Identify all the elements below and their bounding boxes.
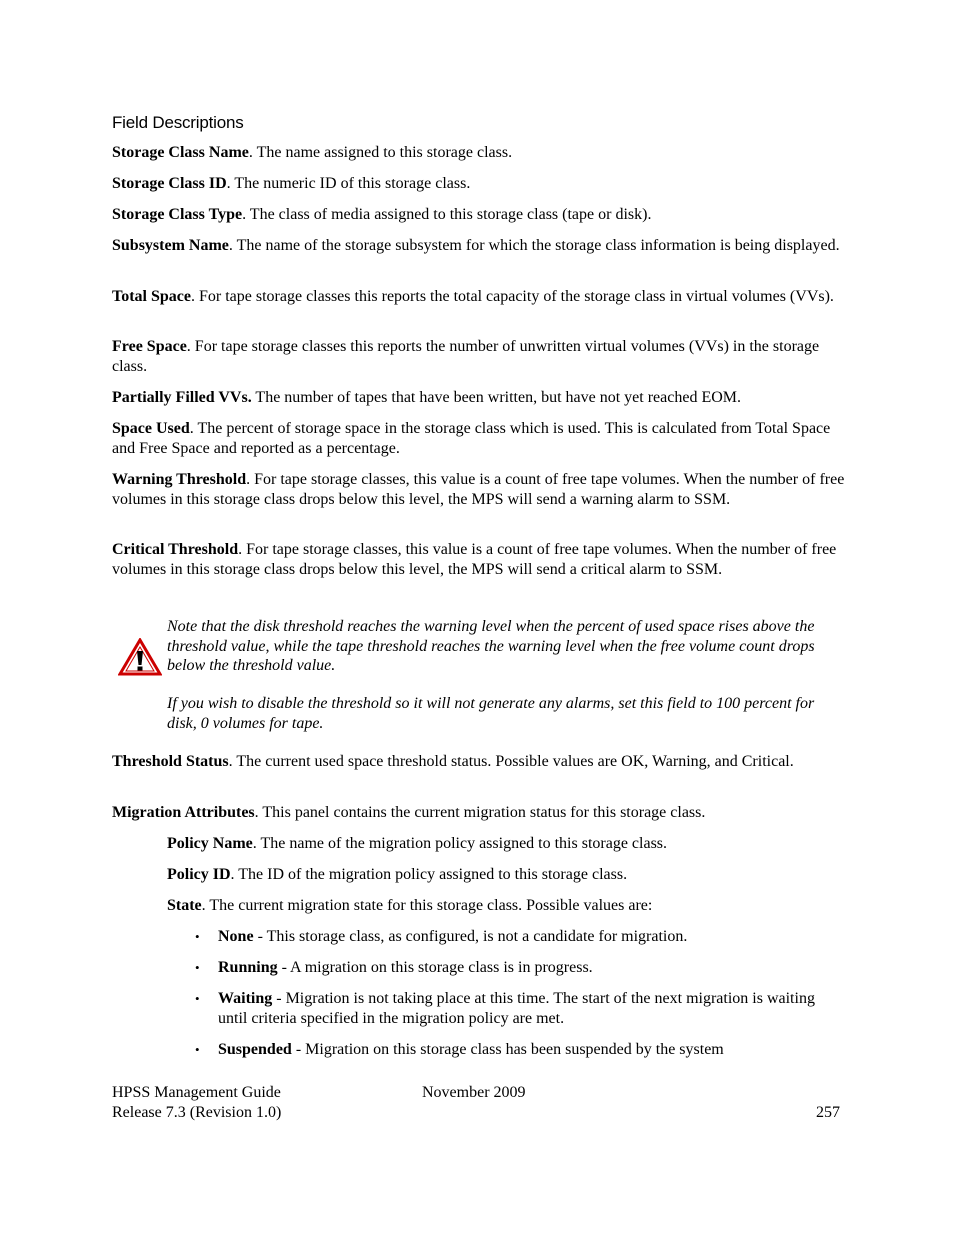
- section-heading: Field Descriptions: [112, 113, 244, 132]
- term: Threshold Status: [112, 753, 229, 770]
- desc: . This panel contains the current migration status for this storage class.: [254, 804, 706, 821]
- field-warning-threshold: [112, 470, 847, 509]
- desc: . The ID of the migration policy assigned to this storage class.: [230, 866, 628, 883]
- desc: . The class of media assigned to this storage class (tape or disk).: [242, 206, 652, 223]
- field-policy-id: [167, 865, 847, 885]
- warning-triangle-icon: [118, 638, 162, 676]
- desc: - This storage class, as configured, is not a candidate for migration.: [253, 928, 688, 945]
- bullet-marker: •: [195, 929, 200, 944]
- term: Storage Class Name: [112, 144, 249, 161]
- field-subsystem-name: [112, 236, 847, 256]
- page-number: 257: [816, 1104, 840, 1121]
- term: State: [167, 897, 202, 914]
- term: Storage Class Type: [112, 206, 243, 223]
- term: None: [218, 928, 254, 945]
- desc: . For tape storage classes this reports the total capacity of the storage class in virtual volumes (VVs).: [190, 288, 834, 305]
- term: Suspended: [218, 1041, 292, 1058]
- desc: . The name assigned to this storage class.: [248, 144, 513, 161]
- desc: . The name of the storage subsystem for which the storage class information is being displayed.: [228, 237, 840, 254]
- field-state: [167, 896, 847, 916]
- desc: - Migration on this storage class has been suspended by the system: [291, 1041, 724, 1058]
- note-threshold-behavior: Note that the disk threshold reaches the warning level when the percent of used space rises above the threshold value, while the tape threshold reaches the warning level when the free volume count drops below the threshold value.: [167, 618, 815, 675]
- term: Policy ID: [167, 866, 231, 883]
- term: Subsystem Name: [112, 237, 229, 254]
- field-storage-class-name: [112, 143, 847, 163]
- desc: . The current migration state for this storage class. Possible values are:: [201, 897, 653, 914]
- field-storage-class-id: [112, 174, 847, 194]
- desc: . For tape storage classes, this value is a count of free tape volumes. When the number of free volumes in this storage class drops below this level, the MPS will send a critical alarm to SSM.: [112, 541, 837, 578]
- desc: . For tape storage classes this reports the number of unwritten virtual volumes (VVs) in the storage class.: [112, 338, 820, 375]
- term: Partially Filled VVs.: [112, 389, 252, 406]
- term: Running: [218, 959, 278, 976]
- desc: . The numeric ID of this storage class.: [226, 175, 471, 192]
- term: Critical Threshold: [112, 541, 239, 558]
- desc: . The percent of storage space in the storage class which is used. This is calculated from Total Space and Free Space and reported as a percentage.: [112, 420, 831, 457]
- desc: . The current used space threshold status. Possible values are OK, Warning, and Critical.: [228, 753, 794, 770]
- footer-release: Release 7.3 (Revision 1.0): [112, 1104, 282, 1121]
- term: Space Used: [112, 420, 190, 437]
- term: Waiting: [218, 990, 273, 1007]
- desc: - Migration is not taking place at this time. The start of the next migration is waiting until criteria specified in the migration policy are met.: [218, 990, 815, 1027]
- field-partially-filled-vvs: [112, 388, 847, 408]
- term: Policy Name: [167, 835, 253, 852]
- desc: - A migration on this storage class is in progress.: [277, 959, 593, 976]
- term: Migration Attributes: [112, 804, 255, 821]
- bullet-marker: •: [195, 960, 200, 975]
- desc: . For tape storage classes, this value is a count of free tape volumes. When the number of free volumes in this storage class drops below this level, the MPS will send a warning alarm to SSM.: [112, 471, 845, 508]
- footer-guide-title: HPSS Management Guide: [112, 1084, 281, 1101]
- footer-date: November 2009: [422, 1084, 526, 1101]
- field-free-space: [112, 337, 847, 376]
- term: Free Space: [112, 338, 187, 355]
- note-disable-threshold: If you wish to disable the threshold so it will not generate any alarms, set this field to 100 percent for disk, 0 volumes for tape.: [167, 695, 815, 732]
- bullet-marker: •: [195, 991, 200, 1006]
- field-migration-attributes: [112, 803, 847, 823]
- field-policy-name: [167, 834, 847, 854]
- term: Total Space: [112, 288, 191, 305]
- field-threshold-status: [112, 752, 847, 772]
- desc: . The name of the migration policy assigned to this storage class.: [252, 835, 668, 852]
- field-total-space: [112, 287, 847, 307]
- term: Warning Threshold: [112, 471, 247, 488]
- field-storage-class-type: [112, 205, 847, 225]
- term: Storage Class ID: [112, 175, 227, 192]
- desc: The number of tapes that have been written, but have not yet reached EOM.: [251, 389, 742, 406]
- field-critical-threshold: [112, 540, 847, 579]
- field-space-used: [112, 419, 847, 458]
- bullet-marker: •: [195, 1042, 200, 1057]
